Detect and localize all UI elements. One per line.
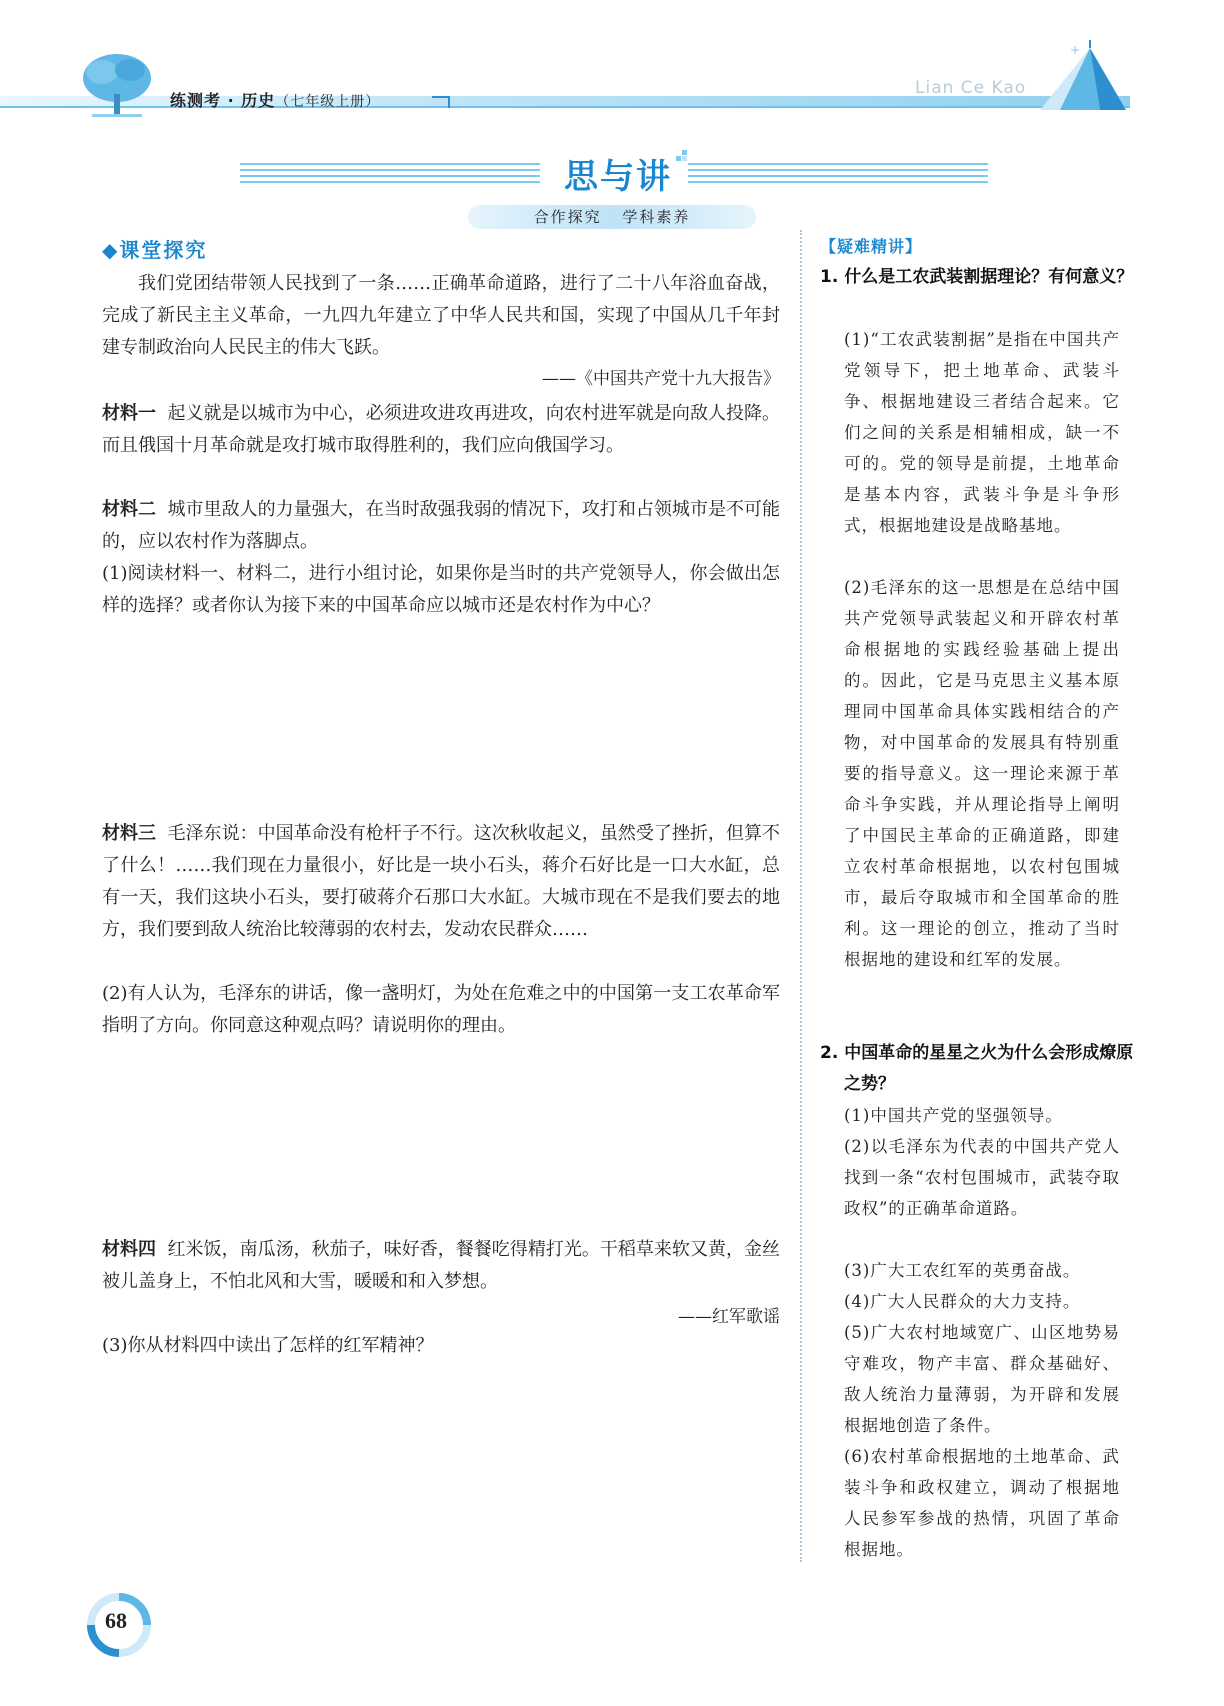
material-three-label: 材料三 [102, 823, 157, 844]
intro-paragraph: 我们党团结带领人民找到了一条……正确革命道路，进行了二十八年浴血奋战，完成了新民主主义革命，一九四九年建立了中华人民共和国，实现了中国从几千年封建专制政治向人民民主的伟大飞跃。 [102, 273, 780, 358]
material-two-text: 城市里敌人的力量强大，在当时敌强我弱的情况下，攻打和占领城市是不可能的，应以农村作为落脚点。 [102, 499, 781, 552]
faq-answer-2-6: (6)农村革命根据地的土地革命、武装斗争和政权建立，调动了根据地人民参军参战的热情，巩固了革命根据地。 [844, 1447, 1120, 1559]
question-one: (1)阅读材料一、材料二，进行小组讨论，如果你是当时的共产党领导人，你会做出怎样的选择？或者你认为接下来的中国革命应以城市还是农村作为中心？ [102, 563, 780, 616]
question-three: (3)你从材料四中读出了怎样的红军精神？ [102, 1335, 434, 1356]
material-one-text: 起义就是以城市为中心，必须进攻进攻再进攻，向农村进军就是向敌人投降。而且俄国十月革命就是攻打城市取得胜利的，我们应向俄国学习。 [102, 403, 781, 456]
faq-question-2: 2. 中国革命的星星之火为什么会形成燎原之势？ [820, 1043, 1134, 1094]
material-one-label: 材料一 [102, 403, 157, 424]
material-one [102, 398, 780, 462]
faq-answer-2-4: (4)广大人民群众的大力支持。 [844, 1292, 1081, 1311]
material-four-source: ——红军歌谣 [678, 1307, 780, 1327]
faq-answer-2-5: (5)广大农村地域宽广、山区地势易守难攻，物产丰富、群众基础好、敌人统治力量薄弱，为开辟和发展根据地创造了条件。 [844, 1323, 1120, 1435]
header-tick [432, 96, 450, 108]
book-title: 练测考 · 历史（七年级上册） [170, 91, 381, 110]
material-three-text: 毛泽东说：中国革命没有枪杆子不行。这次秋收起义，虽然受了挫折，但算不了什么！……我们现在力量很小，好比是一块小石头，蒋介石好比是一口大水缸，总有一天，我们这块小石头，要打破蒋介石那口大水缸。大城市现在不是我们要去的地方，我们要到敌人统治比较薄弱的农村去，发动农民群众…… [102, 823, 781, 940]
section-banner-title: 思与讲 [564, 157, 672, 197]
faq-answer-1-1: (1)“工农武装割据”是指在中国共产党领导下，把土地革命、武装斗争、根据地建设三者结合起来。它们之间的关系是相辅相成，缺一不可的。党的领导是前提，土地革命是基本内容，武装斗争是斗争形式，根据地建设是战略基地。 [844, 330, 1120, 535]
banner-decoration-icon [676, 150, 688, 162]
material-three [102, 818, 780, 946]
intro-source: ——《中国共产党十九大报告》 [542, 369, 780, 389]
banner-stripes-left [240, 163, 540, 189]
tree-logo-icon [72, 50, 162, 120]
material-two-label: 材料二 [102, 499, 157, 520]
section-heading: ◆课堂探究 [102, 238, 208, 262]
difficulty-heading: 【疑难精讲】 [820, 237, 923, 256]
faq-answer-2-2: (2)以毛泽东为代表的中国共产党人找到一条“农村包围城市，武装夺取政权”的正确革命道路。 [844, 1137, 1120, 1218]
tent-logo-icon [1030, 40, 1130, 116]
brand-text: Lian Ce Kao [915, 78, 1027, 98]
faq-answer-1-2: (2)毛泽东的这一思想是在总结中国共产党领导武装起义和开辟农村革命根据地的实践经验基础上提出的。因此，它是马克思主义基本原理同中国革命具体实践相结合的产物，对中国革命的发展具有特别重要的指导意义。这一理论来源于革命斗争实践，并从理论指导上阐明了中国民主革命的正确道路，即建立农村革命根据地，以农村包围城市，最后夺取城市和全国革命的胜利。这一理论的创立，推动了当时根据地的建设和红军的发展。 [844, 578, 1120, 969]
material-two [102, 494, 780, 558]
page-number: 68 [105, 1608, 127, 1633]
banner-stripes-right [688, 163, 988, 189]
book-subtitle: （七年级上册） [275, 94, 381, 110]
faq-question-1: 1. 什么是工农武装割据理论？有何意义？ [820, 267, 1134, 287]
material-four [102, 1234, 780, 1298]
faq-answer-2-1: (1)中国共产党的坚强领导。 [844, 1106, 1063, 1125]
question-two: (2)有人认为，毛泽东的讲话，像一盏明灯，为处在危难之中的中国第一支工农革命军指明了方向。你同意这种观点吗？请说明你的理由。 [102, 983, 780, 1036]
column-divider [800, 230, 802, 1562]
material-four-text: 红米饭，南瓜汤，秋茄子，味好香，餐餐吃得精打光。干稻草来软又黄，金丝被儿盖身上，不怕北风和大雪，暖暖和和入梦想。 [102, 1239, 781, 1292]
svg-text:+: + [1070, 43, 1081, 57]
material-four-label: 材料四 [102, 1239, 157, 1260]
faq-answer-2-3: (3)广大工农红军的英勇奋战。 [844, 1261, 1081, 1280]
banner-subtitle-pill: 合作探究 学科素养 [468, 205, 756, 229]
